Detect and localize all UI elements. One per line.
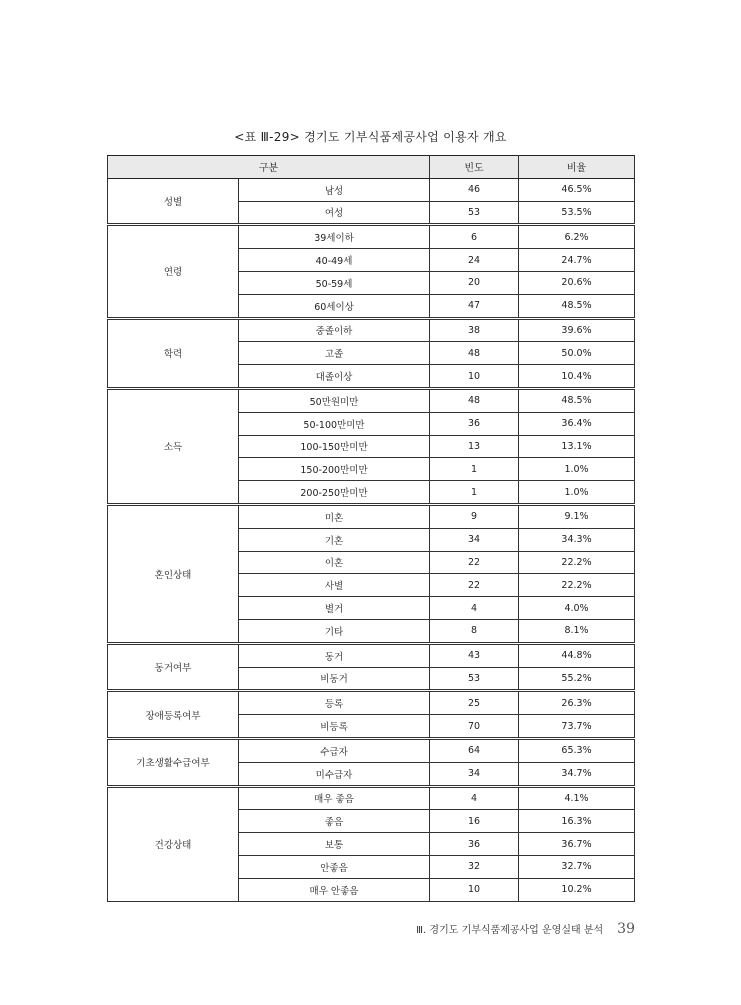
- row-ratio: 34.7%: [519, 762, 635, 786]
- group-0: [108, 178, 635, 225]
- row-label: 50-100만미만: [239, 412, 430, 435]
- row-ratio: 20.6%: [519, 271, 635, 294]
- row-label: 중졸이하: [239, 318, 430, 342]
- row-label: 매우 안좋음: [239, 878, 430, 901]
- group-label: 동거여부: [108, 643, 239, 691]
- row-ratio: 6.2%: [519, 225, 635, 249]
- row-ratio: 44.8%: [519, 643, 635, 667]
- row-ratio: 36.7%: [519, 833, 635, 856]
- row-frequency: 70: [430, 715, 519, 739]
- row-label: 매우 좋음: [239, 786, 430, 810]
- row-label: 남성: [239, 178, 430, 201]
- header-row: [108, 156, 635, 179]
- row-frequency: 1: [430, 458, 519, 481]
- row-frequency: 10: [430, 365, 519, 389]
- row-frequency: 36: [430, 412, 519, 435]
- row-frequency: 8: [430, 619, 519, 643]
- row-frequency: 25: [430, 691, 519, 715]
- header-frequency: 빈도: [430, 156, 519, 179]
- table-row: [108, 318, 635, 342]
- row-frequency: 34: [430, 528, 519, 551]
- row-label: 39세이하: [239, 225, 430, 249]
- group-3: [108, 388, 635, 504]
- header-category: 구분: [108, 156, 430, 179]
- row-frequency: 9: [430, 504, 519, 528]
- row-label: 고졸: [239, 342, 430, 365]
- row-frequency: 20: [430, 271, 519, 294]
- group-label: 건강상태: [108, 786, 239, 901]
- row-frequency: 64: [430, 738, 519, 762]
- row-ratio: 48.5%: [519, 388, 635, 412]
- table-row: [108, 643, 635, 667]
- row-frequency: 4: [430, 786, 519, 810]
- row-ratio: 1.0%: [519, 481, 635, 505]
- row-ratio: 4.0%: [519, 597, 635, 620]
- row-ratio: 36.4%: [519, 412, 635, 435]
- row-frequency: 38: [430, 318, 519, 342]
- row-label: 비등록: [239, 715, 430, 739]
- group-label: 학력: [108, 318, 239, 388]
- row-ratio: 8.1%: [519, 619, 635, 643]
- row-ratio: 22.2%: [519, 574, 635, 597]
- group-5: [108, 643, 635, 691]
- row-label: 좋음: [239, 810, 430, 833]
- group-label: 기초생활수급여부: [108, 738, 239, 786]
- row-label: 비동거: [239, 667, 430, 691]
- row-label: 여성: [239, 201, 430, 225]
- row-frequency: 6: [430, 225, 519, 249]
- row-label: 100-150만미만: [239, 435, 430, 458]
- row-frequency: 36: [430, 833, 519, 856]
- row-label: 기혼: [239, 528, 430, 551]
- user-overview-table: [107, 155, 635, 902]
- row-frequency: 13: [430, 435, 519, 458]
- row-frequency: 53: [430, 667, 519, 691]
- group-2: [108, 318, 635, 388]
- row-label: 50-59세: [239, 271, 430, 294]
- row-ratio: 10.2%: [519, 878, 635, 901]
- row-ratio: 39.6%: [519, 318, 635, 342]
- row-ratio: 73.7%: [519, 715, 635, 739]
- row-frequency: 32: [430, 855, 519, 878]
- row-ratio: 4.1%: [519, 786, 635, 810]
- table-row: [108, 691, 635, 715]
- footer-section-title: Ⅲ. 경기도 기부식품제공사업 운영실태 분석: [416, 925, 604, 936]
- group-label: 장애등록여부: [108, 691, 239, 739]
- table-title: <표 Ⅲ-29> 경기도 기부식품제공사업 이용자 개요: [234, 130, 507, 144]
- table-row: [108, 504, 635, 528]
- row-label: 150-200만미만: [239, 458, 430, 481]
- row-frequency: 24: [430, 249, 519, 272]
- row-label: 별거: [239, 597, 430, 620]
- row-ratio: 32.7%: [519, 855, 635, 878]
- row-ratio: 26.3%: [519, 691, 635, 715]
- group-label: 연령: [108, 225, 239, 318]
- row-label: 대졸이상: [239, 365, 430, 389]
- row-ratio: 53.5%: [519, 201, 635, 225]
- row-frequency: 53: [430, 201, 519, 225]
- table-row: [108, 178, 635, 201]
- row-label: 사별: [239, 574, 430, 597]
- row-label: 동거: [239, 643, 430, 667]
- row-frequency: 34: [430, 762, 519, 786]
- row-label: 60세이상: [239, 294, 430, 318]
- row-label: 40-49세: [239, 249, 430, 272]
- row-frequency: 16: [430, 810, 519, 833]
- group-label: 성별: [108, 178, 239, 225]
- row-ratio: 48.5%: [519, 294, 635, 318]
- table-row: [108, 738, 635, 762]
- row-ratio: 1.0%: [519, 458, 635, 481]
- row-ratio: 55.2%: [519, 667, 635, 691]
- header-ratio: 비율: [519, 156, 635, 179]
- row-label: 이혼: [239, 551, 430, 574]
- row-ratio: 9.1%: [519, 504, 635, 528]
- row-label: 50만원미만: [239, 388, 430, 412]
- row-ratio: 13.1%: [519, 435, 635, 458]
- row-ratio: 24.7%: [519, 249, 635, 272]
- row-ratio: 34.3%: [519, 528, 635, 551]
- group-8: [108, 786, 635, 901]
- table-row: [108, 225, 635, 249]
- row-frequency: 10: [430, 878, 519, 901]
- row-ratio: 10.4%: [519, 365, 635, 389]
- row-frequency: 4: [430, 597, 519, 620]
- group-1: [108, 225, 635, 318]
- row-ratio: 50.0%: [519, 342, 635, 365]
- table-row: [108, 786, 635, 810]
- row-frequency: 43: [430, 643, 519, 667]
- row-frequency: 22: [430, 551, 519, 574]
- row-frequency: 48: [430, 388, 519, 412]
- row-label: 미혼: [239, 504, 430, 528]
- page-footer: [416, 921, 635, 937]
- row-ratio: 22.2%: [519, 551, 635, 574]
- row-label: 보통: [239, 833, 430, 856]
- row-label: 등록: [239, 691, 430, 715]
- row-label: 미수급자: [239, 762, 430, 786]
- row-frequency: 46: [430, 178, 519, 201]
- page-number: 39: [617, 921, 635, 937]
- row-ratio: 16.3%: [519, 810, 635, 833]
- row-label: 수급자: [239, 738, 430, 762]
- row-ratio: 46.5%: [519, 178, 635, 201]
- group-4: [108, 504, 635, 643]
- row-frequency: 48: [430, 342, 519, 365]
- row-frequency: 47: [430, 294, 519, 318]
- row-frequency: 1: [430, 481, 519, 505]
- row-frequency: 22: [430, 574, 519, 597]
- row-label: 안좋음: [239, 855, 430, 878]
- group-label: 혼인상태: [108, 504, 239, 643]
- row-label: 200-250만미만: [239, 481, 430, 505]
- group-6: [108, 691, 635, 739]
- group-7: [108, 738, 635, 786]
- row-label: 기타: [239, 619, 430, 643]
- group-label: 소득: [108, 388, 239, 504]
- table-row: [108, 388, 635, 412]
- row-ratio: 65.3%: [519, 738, 635, 762]
